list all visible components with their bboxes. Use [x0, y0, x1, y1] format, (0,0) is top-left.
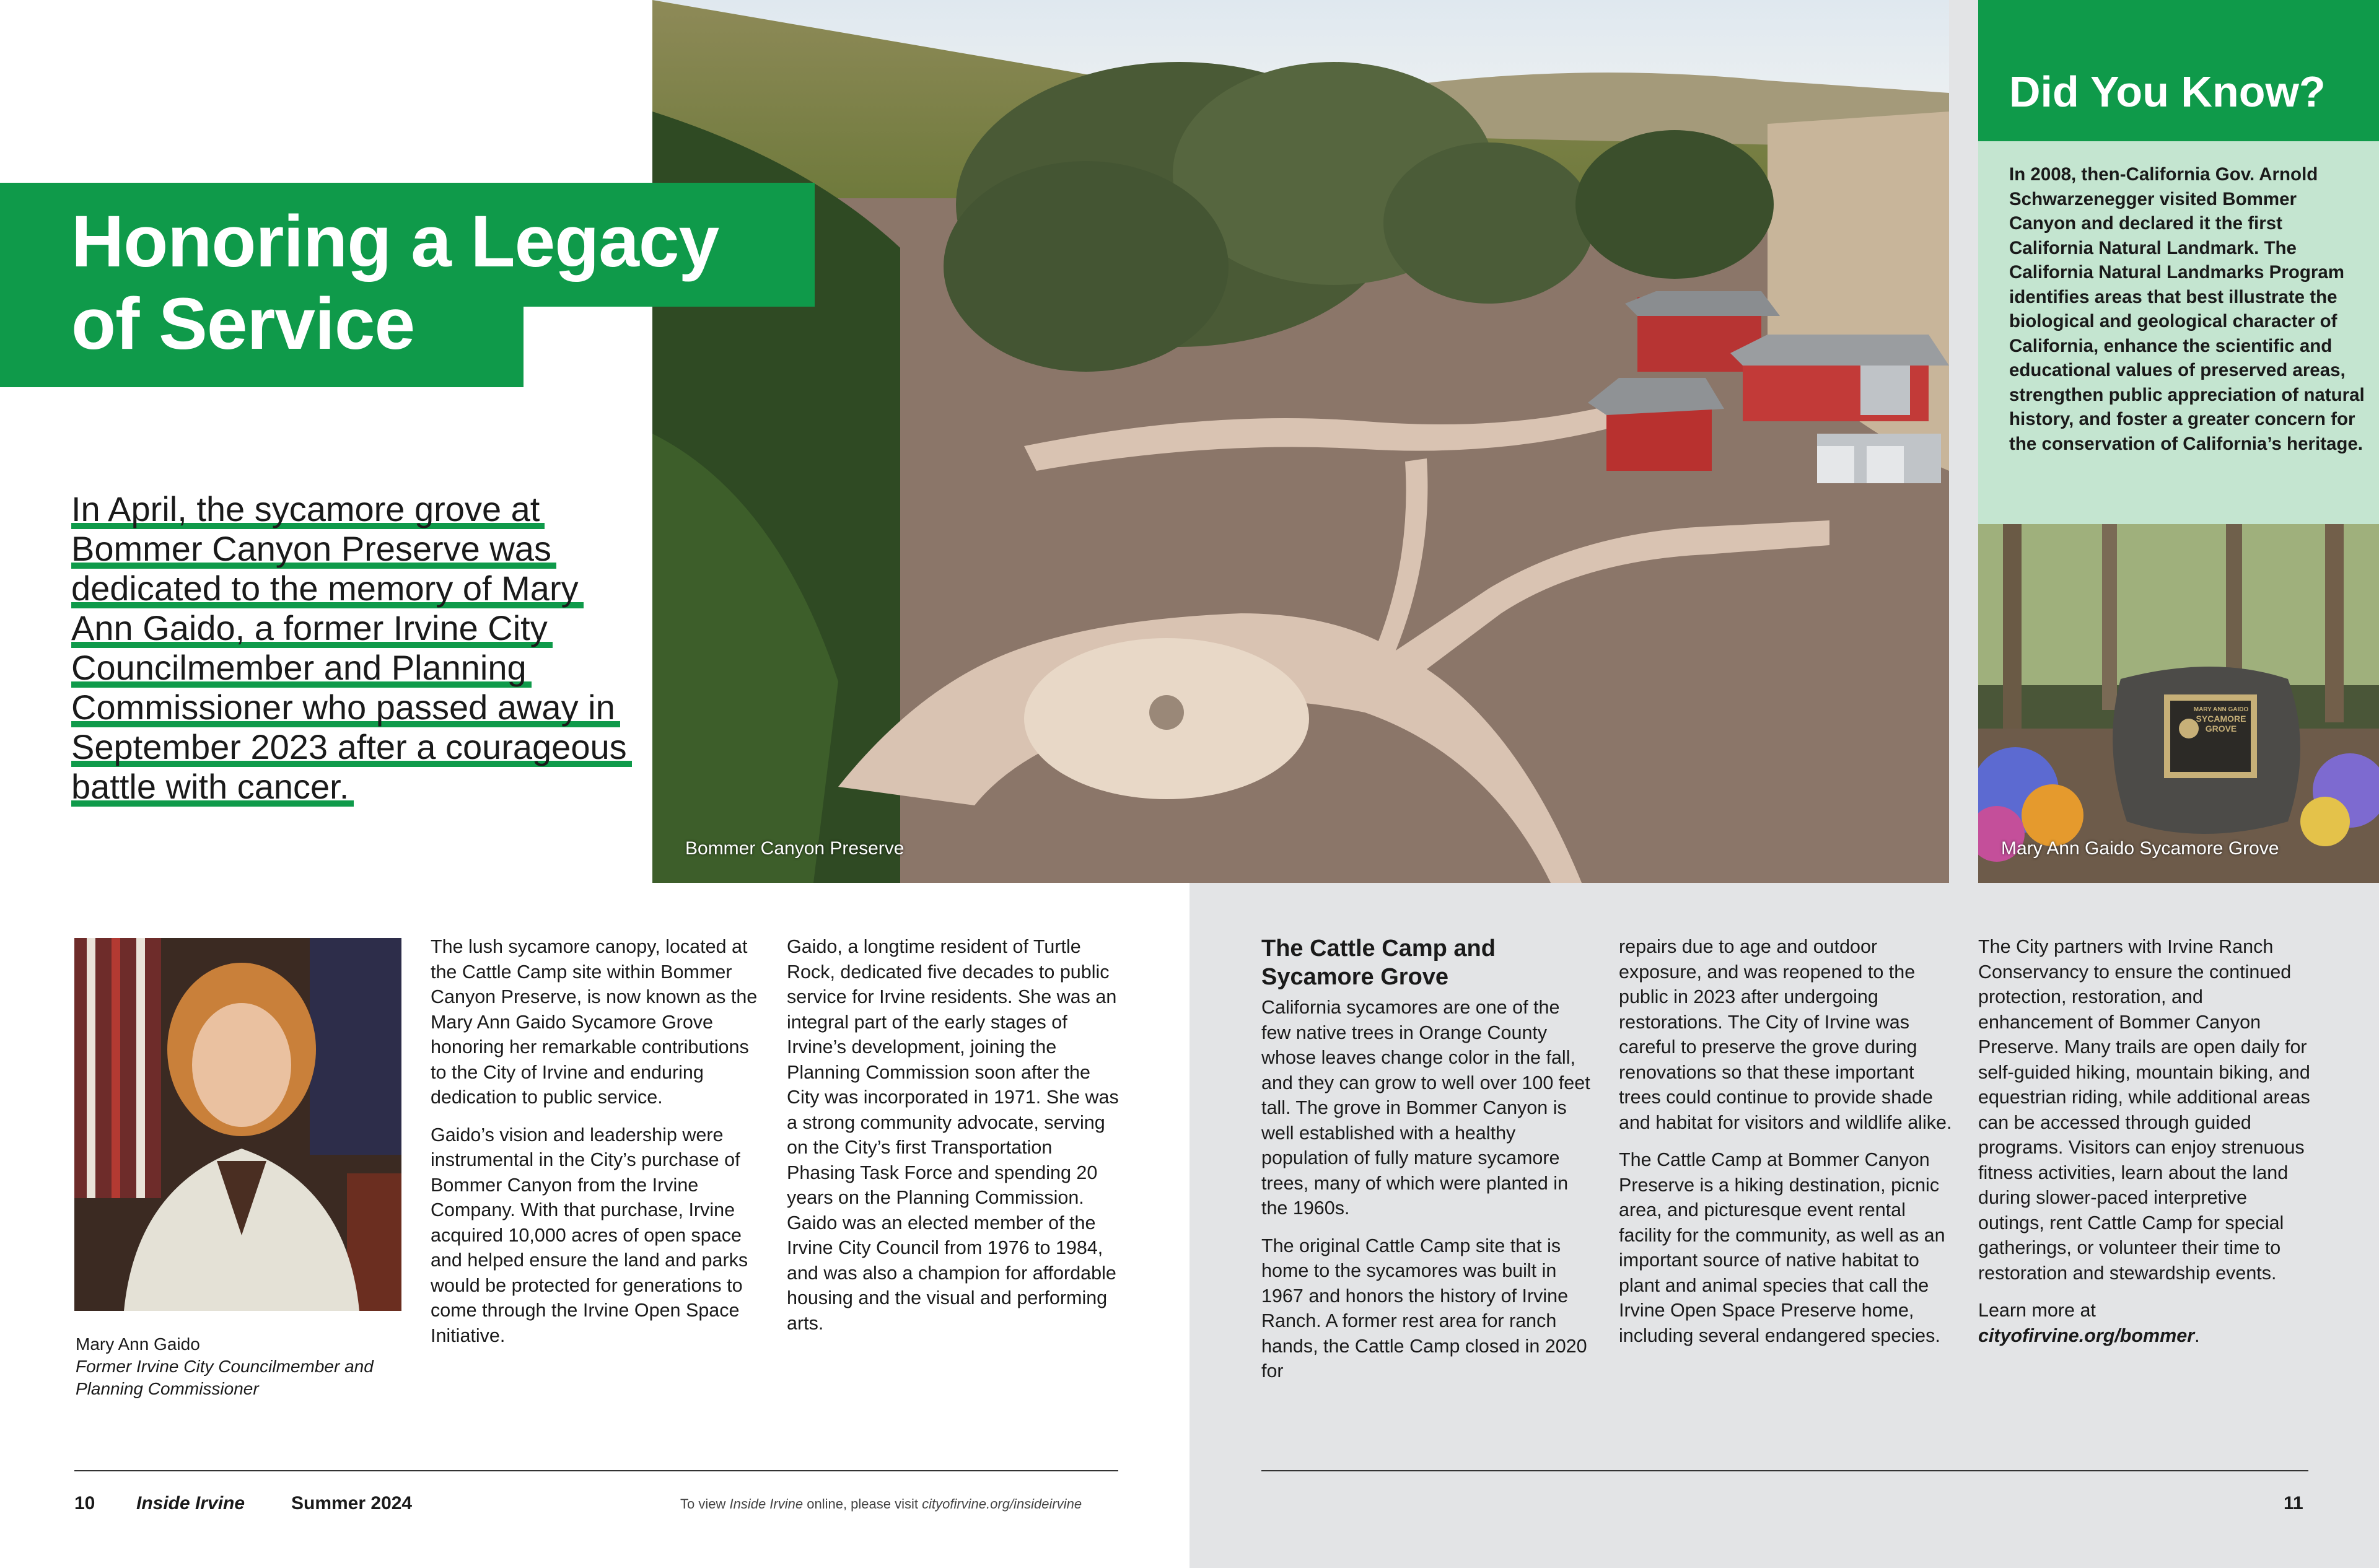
col2-paragraph-1: Gaido, a longtime resident of Turtle Rock, dedicated five decades to public service for Irvine residents. She was an integral part of the early stages of Irvine’s development, joining the Planning Commission soon after the City was incorporated in 1971. She was a strong community advocate, serving on the City’s first Transportation Phasing Task Force and spending 20 years on the Planning Commission. Gaido was an elected member of the Irvine City Council from 1976 to 1984, and was also a champion for affordable housing and the visual and performing arts.	[787, 936, 1119, 1334]
title-line2: of Service	[71, 283, 415, 365]
right-page-number: 11	[2284, 1493, 2303, 1513]
footer-issue: Summer 2024	[291, 1493, 413, 1513]
did-you-know-body: In 2008, then-California Gov. Arnold Schwarzenegger visited Bommer Canyon and declared it the first California Natural Landmark. The California Natural Landmarks Program identifies areas that best illustrate the biological and geological character of California, enhance the scientific and educational values of preserved areas, strengthen public appreciation of natural history, and foster a greater concern for the conservation of California’s heritage.	[2009, 164, 2365, 454]
column-2	[787, 934, 1121, 1348]
online-lead: To view	[680, 1496, 730, 1512]
plaque-line-2: SYCAMORE	[2196, 714, 2246, 724]
col3-paragraph-2: The original Cattle Camp site that is home to the sycamores was built in 1967 and honors the history of Irvine Ranch. A former rest area for ranch hands, the Cattle Camp closed in 2020 for	[1261, 1235, 1587, 1382]
intro-paragraph	[71, 489, 629, 807]
did-you-know-title: Did You Know?	[2009, 68, 2326, 116]
title-line1: Honoring a Legacy	[71, 201, 719, 283]
learn-more-lead: Learn more at	[1978, 1300, 2096, 1321]
footer-rule-left	[74, 1470, 1118, 1471]
col1-paragraph-2: Gaido’s vision and leadership were instrumental in the City’s purchase of Bommer Canyon from the Irvine Company. With that purchase, Irvine acquired 10,000 acres of open space and helped ensure the land and parks would be protected for generations to come through the Irvine Open Space Initiative.	[431, 1124, 748, 1346]
plaque-line-1: MARY ANN GAIDO	[2193, 706, 2249, 713]
col1-paragraph-1: The lush sycamore canopy, located at the Cattle Camp site within Bommer Canyon Preserve, is now known as the Mary Ann Gaido Sycamore Grove honoring her remarkable contributions to the City of Irvine and enduring dedication to public service.	[431, 936, 758, 1108]
grove-photo-caption: Mary Ann Gaido Sycamore Grove	[2001, 838, 2279, 859]
column-1	[431, 934, 765, 1360]
column-3	[1261, 934, 1593, 1396]
footer-online-note	[680, 1496, 1082, 1512]
plaque-text	[2188, 706, 2254, 734]
left-page-number: 10	[74, 1493, 95, 1513]
footer-rule-right	[1261, 1470, 2308, 1471]
col3-paragraph-1: California sycamores are one of the few native trees in Orange County whose leaves change color in the fall, and they can grow to well over 100 feet tall. The grove in Bommer Canyon is well established with a healthy population of fully mature sycamore trees, many of which were planted in the 1960s.	[1261, 997, 1590, 1219]
col4-paragraph-1: repairs due to age and outdoor exposure, and was reopened to the public in 2023 after undergoing restorations. The City of Irvine was careful to preserve the grove during renovations so that these important trees could continue to provide shade and habitat for visitors and wildlife alike.	[1619, 936, 1952, 1133]
online-mid: online, please visit	[803, 1496, 922, 1512]
col5-paragraph-2	[1978, 1298, 2313, 1348]
sycamore-grove-photo	[1978, 524, 2379, 883]
main-photo-caption: Bommer Canyon Preserve	[685, 838, 905, 859]
bommer-link[interactable]: cityofirvine.org/bommer	[1978, 1325, 2195, 1346]
bio-role: Former Irvine City Councilmember and Planning Commissioner	[76, 1357, 374, 1398]
bommer-canyon-photo	[652, 0, 1949, 883]
intro-text: In April, the sycamore grove at Bommer Canyon Preserve was dedicated to the memory of Mary Ann Gaido, a former Irvine City Councilmember and Planning Commissioner who passed away in September 2023 after a courageous battle with cancer.	[71, 489, 632, 810]
mary-ann-gaido-portrait	[74, 938, 401, 1311]
plaque-line-3: GROVE	[2205, 724, 2237, 734]
bio-name: Mary Ann Gaido	[76, 1334, 200, 1354]
col5-paragraph-1: The City partners with Irvine Ranch Conservancy to ensure the continued protection, restoration, and enhancement of Bommer Canyon Preserve. Many trails are open daily for self-guided hiking, mountain biking, and equestrian riding, while additional areas can be accessed through guided programs. Visitors can enjoy strenuous fitness activities, learn about the land during slower-paced interpretive outings, rent Cattle Camp for special gatherings, or volunteer their time to restoration and stewardship events.	[1978, 936, 2310, 1284]
online-pub: Inside Irvine	[729, 1496, 804, 1512]
cattle-camp-heading: The Cattle Camp and Sycamore Grove	[1261, 935, 1496, 990]
learn-more-end: .	[2194, 1325, 2200, 1346]
col4-paragraph-2: The Cattle Camp at Bommer Canyon Preserve is a hiking destination, picnic area, and picturesque event rental facility for the community, as well as an important source of native habitat to plant and animal species that call the Irvine Open Space Preserve home, including several endangered species.	[1619, 1149, 1945, 1346]
footer-publication: Inside Irvine	[136, 1493, 245, 1513]
column-5	[1978, 934, 2313, 1360]
column-4	[1619, 934, 1953, 1360]
insideirvine-link[interactable]: cityofirvine.org/insideirvine	[922, 1496, 1082, 1512]
